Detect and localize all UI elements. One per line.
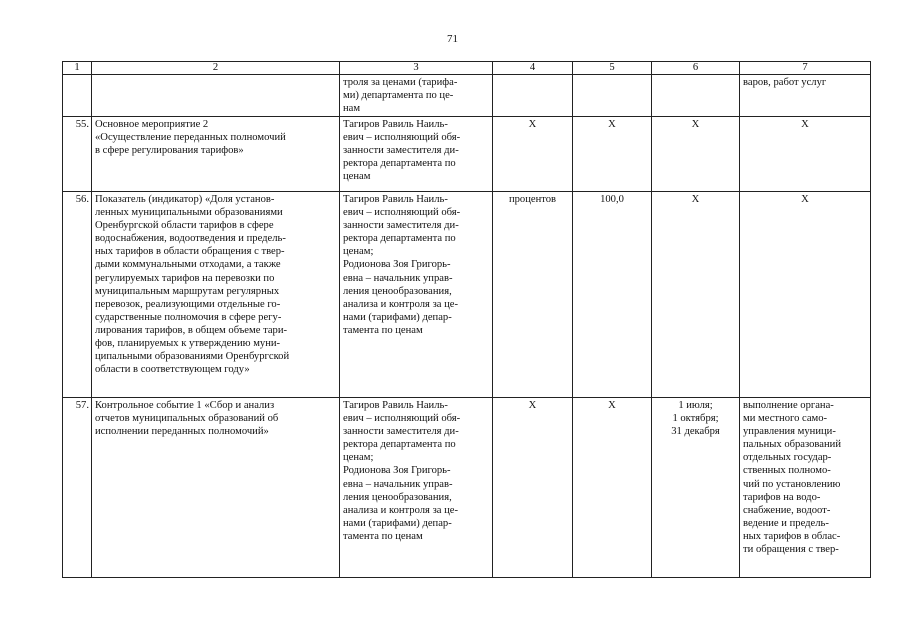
row-deadline: Х bbox=[652, 117, 740, 192]
row-number bbox=[63, 75, 92, 117]
row-responsible: Тагиров Равиль Наиль- евич – исполняющий обя- занности заместителя ди- ректора департамента по ценам bbox=[340, 117, 493, 192]
row-result: выполнение органа- ми местного само- управления муници- пальных образований отдельных государ- ственных полномо- чий по установлению тарифов на водо- снабжение, водоот- ведение и предель- ных тарифов в облас- ти обращения с твер- bbox=[740, 398, 871, 578]
table-row bbox=[63, 398, 871, 578]
row-name: Показатель (индикатор) «Доля установ- ленных муниципальными образованиями Оренбургской области тарифов в сфере водоснабжения, водоотведения и предель- ных тарифов в области обращения с твер- дыми коммунальными отходами, а также регулируемых тарифов на перевозки по муниципальным маршрутам регулярных перевозок, реализующими отдельные го- сударственные полномочия в сфере регу- лирования тарифов, в общем объеме тари- фов, планируемых к утверждению муни- ципальными образованиями Оренбургской области в соответствующем году» bbox=[92, 192, 340, 398]
row-value: 100,0 bbox=[573, 192, 652, 398]
column-header: 2 bbox=[92, 62, 340, 75]
table-row bbox=[63, 75, 871, 117]
column-header: 5 bbox=[573, 62, 652, 75]
row-name: Основное мероприятие 2 «Осуществление переданных полномочий в сфере регулирования тарифов» bbox=[92, 117, 340, 192]
row-name: Контрольное событие 1 «Сбор и анализ отчетов муниципальных образований об исполнении переданных полномочий» bbox=[92, 398, 340, 578]
row-number: 56. bbox=[63, 192, 92, 398]
row-deadline: 1 июля; 1 октября; 31 декабря bbox=[652, 398, 740, 578]
row-result: варов, работ услуг bbox=[740, 75, 871, 117]
row-value: Х bbox=[573, 398, 652, 578]
row-value bbox=[573, 75, 652, 117]
row-number: 55. bbox=[63, 117, 92, 192]
column-header: 7 bbox=[740, 62, 871, 75]
column-header: 1 bbox=[63, 62, 92, 75]
column-header: 3 bbox=[340, 62, 493, 75]
row-unit bbox=[493, 75, 573, 117]
column-header: 6 bbox=[652, 62, 740, 75]
page-number: 71 bbox=[447, 33, 458, 45]
row-responsible: троля за ценами (тарифа- ми) департамента по це- нам bbox=[340, 75, 493, 117]
header-row bbox=[63, 62, 871, 75]
row-result: Х bbox=[740, 117, 871, 192]
row-unit: Х bbox=[493, 117, 573, 192]
row-deadline bbox=[652, 75, 740, 117]
row-responsible: Тагиров Равиль Наиль- евич – исполняющий обя- занности заместителя ди- ректора департамента по ценам; Родионова Зоя Григорь- евна – начальник управ- ления ценообразования, анализа и контроля за це- нами (тарифами) депар- тамента по ценам bbox=[340, 192, 493, 398]
row-responsible: Тагиров Равиль Наиль- евич – исполняющий обя- занности заместителя ди- ректора департамента по ценам; Родионова Зоя Григорь- евна – начальник управ- ления ценообразования, анализа и контроля за це- нами (тарифами) депар- тамента по ценам bbox=[340, 398, 493, 578]
table-row bbox=[63, 192, 871, 398]
row-value: Х bbox=[573, 117, 652, 192]
row-deadline: Х bbox=[652, 192, 740, 398]
row-name bbox=[92, 75, 340, 117]
row-result: Х bbox=[740, 192, 871, 398]
table-row bbox=[63, 117, 871, 192]
row-number: 57. bbox=[63, 398, 92, 578]
row-unit: Х bbox=[493, 398, 573, 578]
program-table bbox=[62, 61, 871, 578]
column-header: 4 bbox=[493, 62, 573, 75]
row-unit: процентов bbox=[493, 192, 573, 398]
